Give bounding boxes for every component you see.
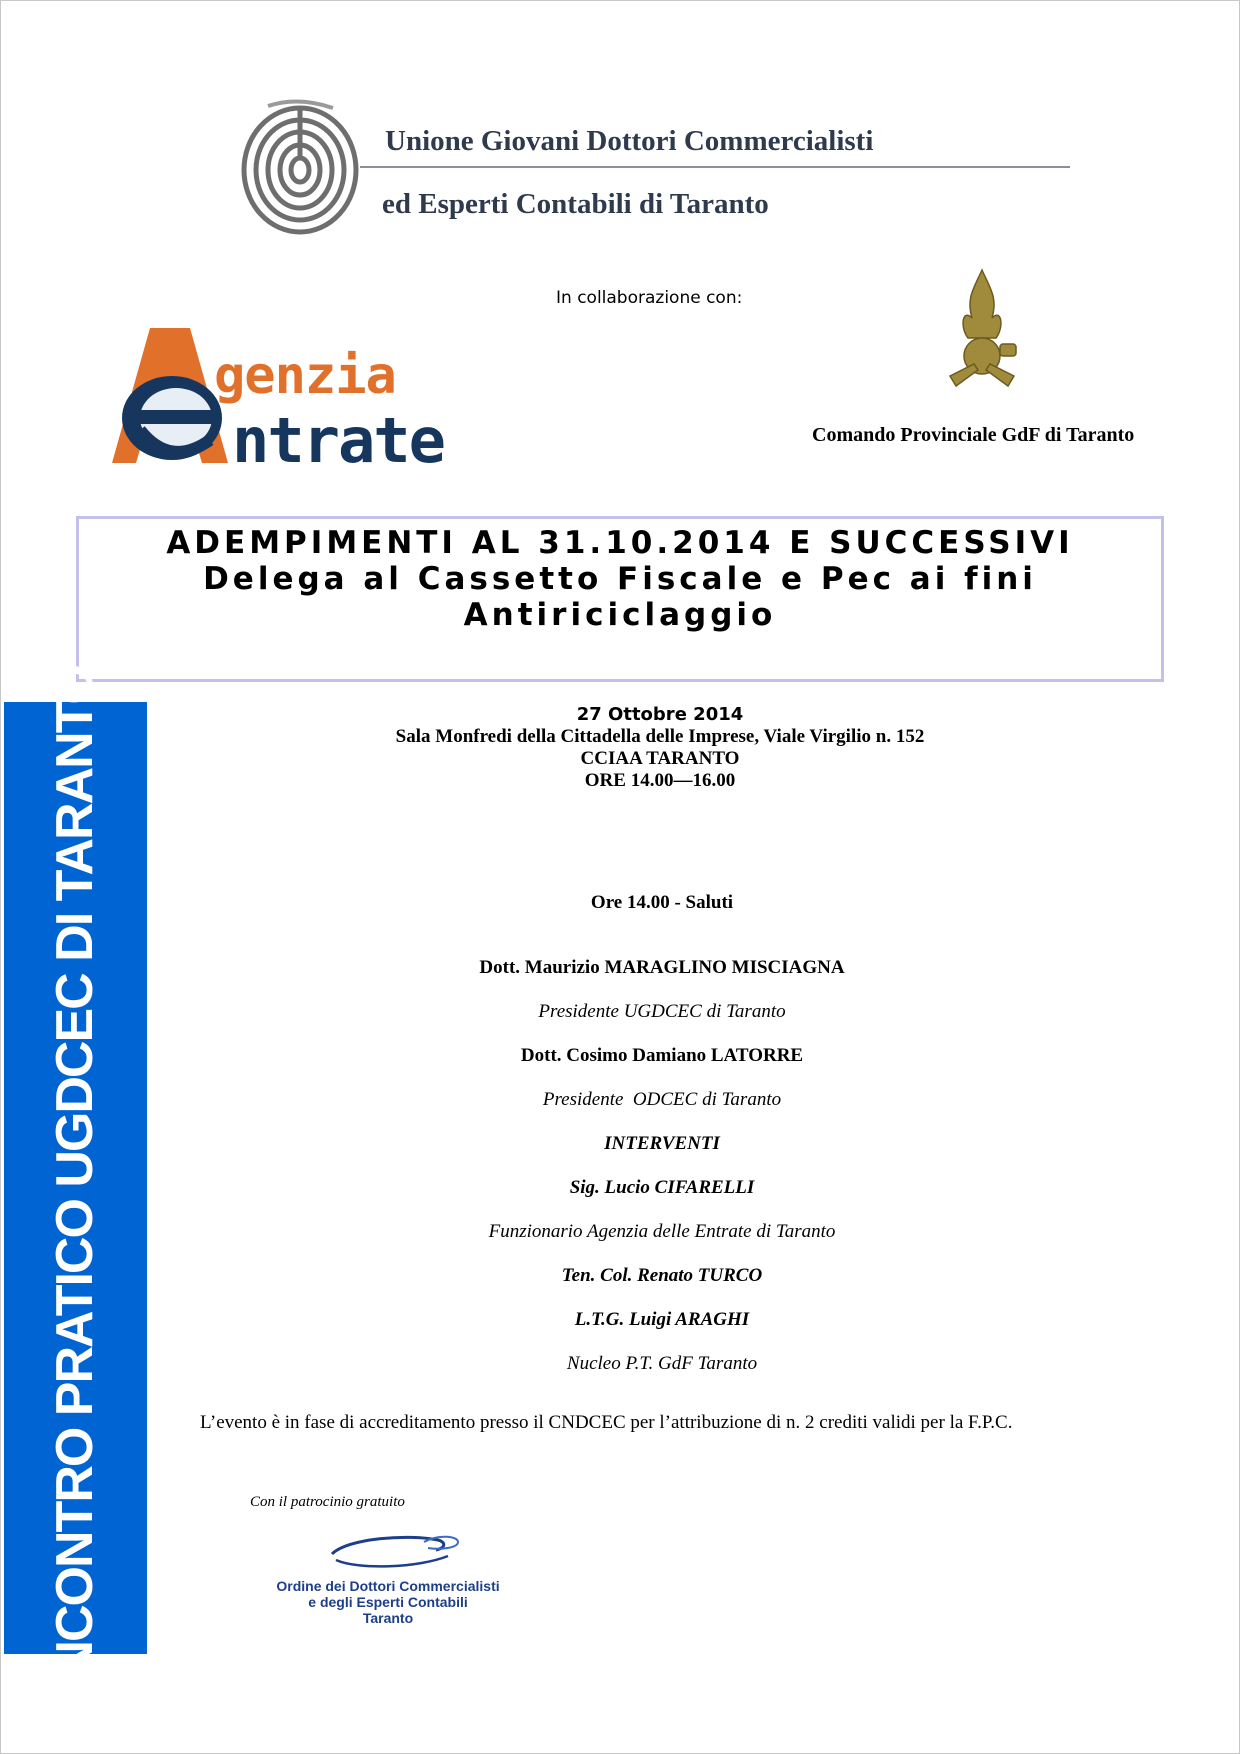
speaker5-name: L.T.G. Luigi ARAGHI: [574, 1309, 750, 1330]
odcec-line2: e degli Esperti Contabili: [308, 1594, 468, 1610]
header-title-line2: ed Esperti Contabili di Taranto: [382, 188, 769, 220]
odcec-text: [248, 1578, 528, 1626]
patrocinio-label: Con il patrocinio gratuito: [250, 1494, 405, 1510]
event-date: 27 Ottobre 2014: [576, 704, 744, 725]
event-venue: Sala Monfredi della Cittadella delle Imprese, Viale Virgilio n. 152: [395, 726, 925, 747]
speaker4-name: Ten. Col. Renato TURCO: [561, 1265, 763, 1286]
gdf-caption: Comando Provinciale GdF di Taranto: [812, 424, 1135, 446]
program-saluti: Ore 14.00 - Saluti: [590, 892, 734, 913]
title-line1: ADEMPIMENTI AL 31.10.2014 E SUCCESSIVI: [166, 525, 1074, 561]
side-band-text: INCONTRO PRATICO UGDCEC DI TARANTO: [46, 666, 104, 1690]
odcec-swoosh-logo: [328, 1532, 462, 1572]
title-box: [76, 516, 1164, 682]
collaboration-label: In collaborazione con:: [556, 288, 743, 308]
speaker1-name: Dott. Maurizio MARAGLINO MISCIAGNA: [479, 957, 845, 978]
ugdcec-labyrinth-logo: [238, 98, 368, 238]
accreditation-note: L’evento è in fase di accreditamento presso il CNDCEC per l’attribuzione di n. 2 crediti validi per la F.P.C.: [200, 1412, 1013, 1433]
speaker1-role: Presidente UGDCEC di Taranto: [538, 1001, 786, 1022]
speaker3-name: Sig. Lucio CIFARELLI: [569, 1177, 755, 1198]
agenzia-word: genzia: [214, 346, 396, 406]
event-place: CCIAA TARANTO: [580, 748, 740, 769]
title-line2: Delega al Cassetto Fiscale e Pec ai fini: [203, 561, 1037, 597]
event-time: ORE 14.00—16.00: [584, 770, 736, 791]
gdf-flame-grenade-emblem: [944, 268, 1020, 396]
speaker2-role: Presidente ODCEC di Taranto: [542, 1089, 782, 1110]
interventi-heading: INTERVENTI: [604, 1133, 720, 1154]
title-line3: Antiriciclaggio: [463, 597, 777, 633]
header-divider: [360, 166, 1070, 168]
speaker45-role: Nucleo P.T. GdF Taranto: [566, 1353, 758, 1374]
speaker2-name: Dott. Cosimo Damiano LATORRE: [520, 1045, 804, 1066]
odcec-line3: Taranto: [362, 1610, 414, 1626]
header-title-line1: Unione Giovani Dottori Commercialisti: [385, 125, 874, 157]
entrate-word: ntrate: [232, 404, 444, 477]
odcec-line1: Ordine dei Dottori Commercialisti: [276, 1578, 500, 1594]
speaker3-role: Funzionario Agenzia delle Entrate di Taranto: [488, 1221, 836, 1242]
